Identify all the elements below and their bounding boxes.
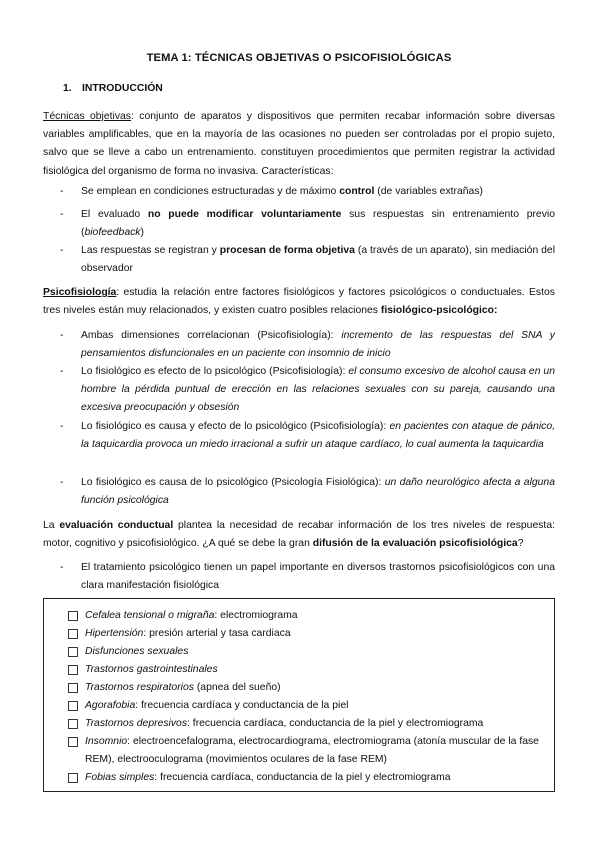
section-heading: [63, 80, 163, 98]
list-italic: un daño neurológico afecta a alguna función psicológica: [81, 477, 555, 507]
checkbox[interactable]: [68, 737, 78, 747]
checklist-item: [68, 679, 554, 697]
list-bold: procesan de forma objetiva: [219, 245, 355, 256]
disorder-name: Hipertensión: [85, 628, 144, 639]
checkbox[interactable]: [68, 773, 78, 783]
disorder-name: Agorafobia: [85, 700, 136, 711]
list-italic: el consumo excesivo de alcohol causa en un hombre la pérdida puntual de erección en las relaciones sexuales con su pareja, causando una excesiva preocupación y obsesión: [81, 366, 555, 414]
checkbox[interactable]: [68, 719, 78, 729]
list-dash: -: [60, 209, 64, 220]
list-dash: -: [60, 562, 64, 573]
paragraph-evaluacion-conductual: [43, 517, 555, 553]
list-italic: en pacientes con ataque de pánico, la taquicardia provoca un miedo irracional a sufrir un ataque cardíaco, lo cual aumenta la taquicardia: [81, 421, 556, 451]
list-text: El tratamiento psicológico tienen un papel importante en diversos trastornos psicofisiológicos con una clara manifestación fisiológica: [81, 562, 555, 592]
list-item: [43, 206, 555, 242]
checklist-item: [68, 733, 554, 769]
list-dash: -: [60, 477, 64, 488]
list-text: (a través de un aparato), sin mediación del observador: [81, 245, 555, 275]
checklist-item: [68, 697, 554, 715]
list-dash: -: [60, 245, 64, 256]
checklist-item: [68, 643, 554, 661]
list-item: [43, 474, 555, 510]
list-text: Se emplean en condiciones estructuradas y de máximo: [81, 186, 340, 197]
list-dash: -: [60, 421, 64, 432]
list-text: Lo fisiológico es causa y efecto de lo psicológico (Psicofisiología):: [81, 421, 390, 432]
list-bold: control: [339, 186, 375, 197]
paragraph-text: La: [43, 520, 60, 531]
list-text: ): [140, 227, 144, 239]
paragraph-text: plantea la necesidad de recabar información de los tres niveles de respuesta: motor, cognitivo y psicofisiológico. ¿A qué se debe la gran: [43, 520, 555, 550]
disorder-measures: : frecuencia cardíaca y conductancia de la piel: [135, 700, 349, 711]
list-item: [43, 418, 555, 454]
list-item: [43, 363, 555, 418]
disorder-name: Cefalea tensional o migraña: [85, 610, 215, 621]
disorder-measures: : frecuencia cardíaca, conductancia de la piel y electromiograma: [187, 718, 484, 729]
disorder-name: Trastornos depresivos: [85, 718, 188, 729]
paragraph-bold: evaluación conductual: [59, 520, 174, 531]
term-psicofisiologia: Psicofisiología: [43, 287, 117, 298]
checklist-item: [68, 661, 554, 679]
disorder-name: Fobias simples: [85, 772, 155, 783]
list-item: [43, 559, 555, 595]
disorder-measures: : presión arterial y tasa cardiaca: [143, 628, 291, 639]
paragraph-psicofisiologia: [43, 284, 555, 320]
list-italic: incremento de las respuestas del SNA y pensamientos disfuncionales en un paciente con insomnio de inicio: [81, 330, 555, 360]
list-item: [43, 242, 555, 278]
paragraph-text: : conjunto de aparatos y dispositivos que permiten recabar información sobre diversas variables amplificables, que en la mayoría de las ocasiones no pueden ser controladas por el propio sujeto, salvo que se lleve a cabo un entrenamiento. constituyen procedimientos que permiten registrar la actividad fisiológica del organismo de forma no invasiva. Características:: [43, 111, 555, 177]
disorder-name: Disfunciones sexuales: [85, 646, 189, 657]
list-dash: -: [60, 330, 64, 341]
list-text: Lo fisiológico es efecto de lo psicológico (Psicofisiología):: [81, 366, 349, 377]
checklist-item: [68, 769, 554, 787]
paragraph-bold: fisiológico-psicológico:: [380, 305, 498, 317]
paragraph-bold: difusión de la evaluación psicofisiológica: [312, 538, 518, 550]
paragraph-text: : estudia la relación entre factores fisiológicos y factores psicológicos o conductuales. Estos tres niveles están muy relacionados, y existen cuatro posibles relaciones: [43, 287, 555, 317]
list-text: Ambas dimensiones correlacionan (Psicofisiología):: [81, 330, 342, 341]
disorder-name: Insomnio: [85, 736, 128, 747]
term-tecnicas-objetivas: Técnicas objetivas: [43, 111, 131, 122]
checkbox[interactable]: [68, 611, 78, 621]
page-title: TEMA 1: TÉCNICAS OBJETIVAS O PSICOFISIOLÓGICAS: [146, 52, 452, 64]
paragraph-tecnicas-objetivas: [43, 108, 555, 181]
list-dash: -: [60, 186, 64, 197]
list-text: Lo fisiológico es causa de lo psicológico (Psicología Fisiológica):: [81, 477, 385, 488]
checkbox[interactable]: [68, 701, 78, 711]
checklist-item: [68, 715, 554, 733]
checkbox[interactable]: [68, 665, 78, 675]
list-text: El evaluado: [81, 209, 148, 220]
disorder-measures: (apnea del sueño): [193, 682, 281, 693]
checkbox[interactable]: [68, 683, 78, 693]
disorder-name: Trastornos gastrointestinales: [85, 664, 218, 675]
list-item: [43, 183, 555, 201]
checkbox[interactable]: [68, 629, 78, 639]
list-text: sus respuestas sin entrenamiento previo (: [81, 209, 555, 239]
section-label: INTRODUCCIÓN: [82, 83, 163, 94]
paragraph-text: ?: [517, 538, 524, 550]
disorder-measures: : frecuencia cardíaca, conductancia de la piel y electromiograma: [154, 772, 451, 783]
disorder-measures: : electromiograma: [214, 610, 298, 621]
disorders-checklist-box: [43, 598, 555, 792]
disorder-measures: : electroencefalograma, electrocardiograma, electromiograma (atonía muscular de la fase REM), electrooculograma (movimientos oculares de la fase REM): [85, 736, 539, 766]
checklist-item: [68, 625, 554, 643]
list-bold: no puede modificar voluntariamente: [147, 209, 342, 220]
list-item: [43, 327, 555, 363]
list-text: Las respuestas se registran y: [81, 245, 220, 256]
checklist-item: [68, 607, 554, 625]
list-italic: biofeedback: [84, 227, 141, 239]
checkbox[interactable]: [68, 647, 78, 657]
disorder-name: Trastornos respiratorios: [85, 682, 194, 693]
section-number: 1.: [63, 83, 72, 94]
list-text: (de variables extrañas): [374, 186, 483, 197]
list-dash: -: [60, 366, 64, 377]
